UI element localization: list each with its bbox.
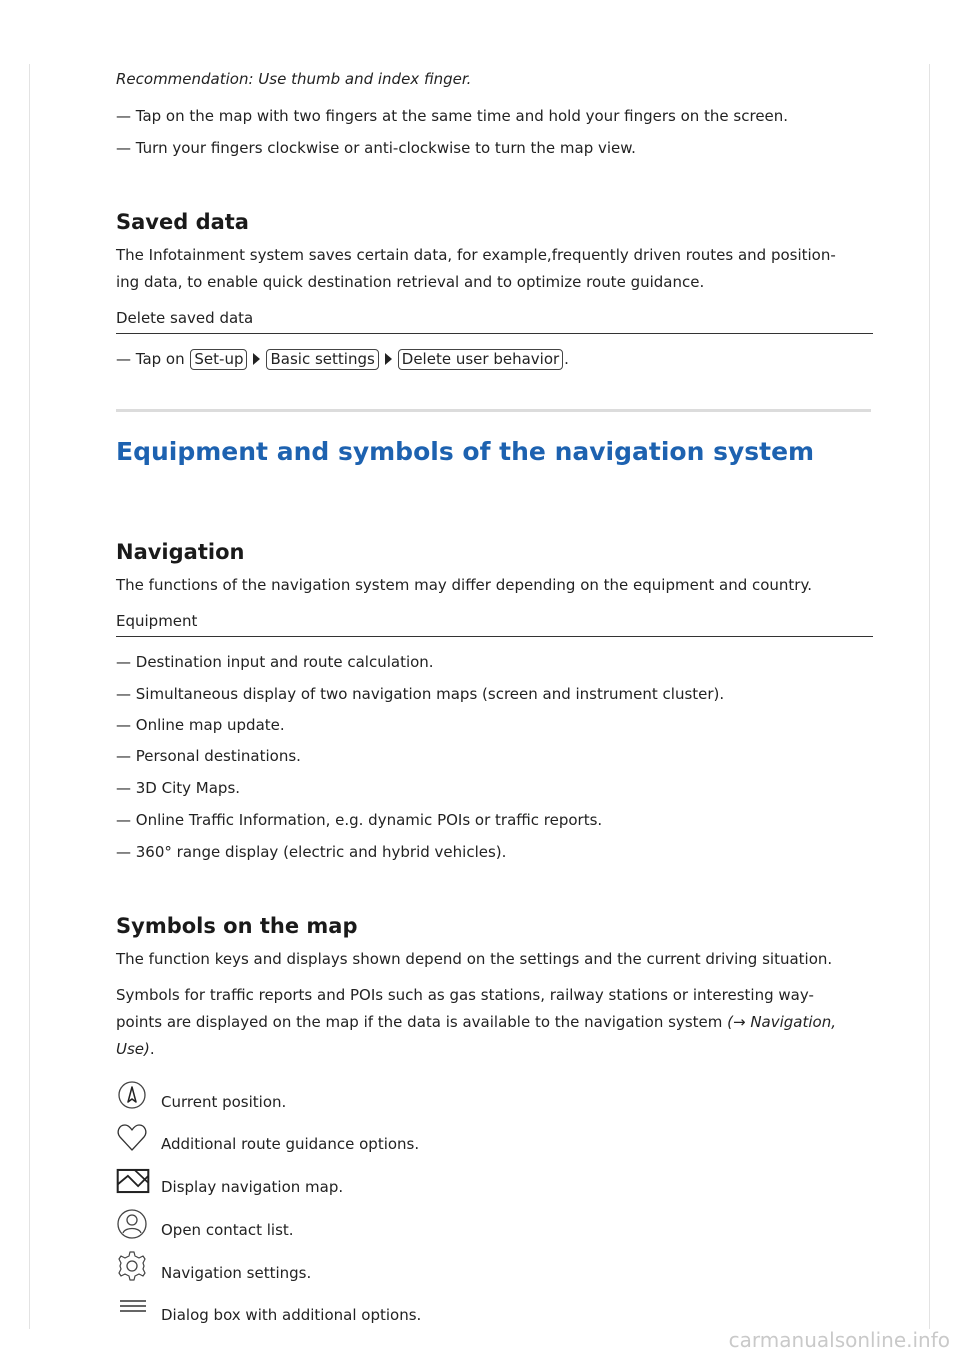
symbol-label: Current position. <box>161 1093 287 1111</box>
equipment-subheading: Equipment <box>116 612 198 630</box>
symbol-label: Dialog box with additional options. <box>161 1306 422 1324</box>
symbols-para2-text: points are displayed on the map if the data is available to the navigation system <box>116 1013 723 1031</box>
equipment-item: — Online map update. <box>116 716 285 734</box>
navigation-para: The functions of the navigation system may differ depending on the equipment and country. <box>116 576 812 594</box>
arrow-right-icon <box>385 353 392 365</box>
symbols-heading: Symbols on the map <box>116 914 358 938</box>
equipment-item: — Destination input and route calculation. <box>116 653 434 671</box>
delete-saved-data-subheading: Delete saved data <box>116 309 254 327</box>
map-icon <box>116 1165 150 1197</box>
setup-key[interactable]: Set-up <box>190 349 247 370</box>
current-position-icon <box>116 1080 150 1112</box>
intro-step-1: — Tap on the map with two fingers at the same time and hold your fingers on the screen. <box>116 107 789 125</box>
gear-icon <box>116 1250 150 1282</box>
page-frame-left <box>29 64 30 1329</box>
navigation-heading: Navigation <box>116 540 245 564</box>
heart-icon <box>116 1122 150 1154</box>
contact-icon <box>116 1208 150 1240</box>
symbol-label: Additional route guidance options. <box>161 1135 420 1153</box>
step-prefix: — Tap on <box>116 350 185 368</box>
cross-reference-link[interactable]: (→ Navigation, <box>727 1013 837 1031</box>
symbols-para2-line2 <box>116 1012 836 1032</box>
equipment-item: — 360° range display (electric and hybrid vehicles). <box>116 843 507 861</box>
equipment-rule <box>116 636 873 637</box>
symbol-label: Open contact list. <box>161 1221 294 1239</box>
symbol-label: Display navigation map. <box>161 1178 344 1196</box>
watermark: carmanualsonline.info <box>728 1328 950 1352</box>
ref-end: . <box>149 1040 155 1058</box>
arrow-right-icon <box>253 353 260 365</box>
equipment-item: — Simultaneous display of two navigation maps (screen and instrument cluster). <box>116 685 725 703</box>
equipment-item: — Personal destinations. <box>116 747 301 765</box>
symbol-label: Navigation settings. <box>161 1264 312 1282</box>
subheading-rule <box>116 333 873 334</box>
basic-settings-key[interactable]: Basic settings <box>266 349 378 370</box>
symbols-para2-line1: Symbols for traffic reports and POIs such as gas stations, railway stations or interesting way- <box>116 986 814 1004</box>
equipment-item: — Online Traffic Information, e.g. dynamic POIs or traffic reports. <box>116 811 603 829</box>
saved-data-heading: Saved data <box>116 210 249 234</box>
cross-reference-link-cont[interactable]: Use) <box>116 1040 150 1058</box>
symbols-para2-line3 <box>116 1039 155 1059</box>
delete-step <box>116 349 569 370</box>
equipment-item: — 3D City Maps. <box>116 779 241 797</box>
chapter-title: Equipment and symbols of the navigation system <box>116 437 815 466</box>
step-suffix: . <box>564 350 569 368</box>
intro-step-2: — Turn your fingers clockwise or anti-clockwise to turn the map view. <box>116 139 636 157</box>
menu-icon <box>116 1293 150 1325</box>
delete-user-behavior-key[interactable]: Delete user behavior <box>398 349 563 370</box>
chapter-divider <box>116 409 871 412</box>
page-frame-right <box>929 64 930 1329</box>
recommendation-text: Recommendation: Use thumb and index finger. <box>116 70 472 88</box>
symbols-para1: The function keys and displays shown depend on the settings and the current driving situation. <box>116 950 833 968</box>
saved-data-para-line1: The Infotainment system saves certain data, for example,frequently driven routes and position- <box>116 246 836 264</box>
saved-data-para-line2: ing data, to enable quick destination retrieval and to optimize route guidance. <box>116 273 705 291</box>
